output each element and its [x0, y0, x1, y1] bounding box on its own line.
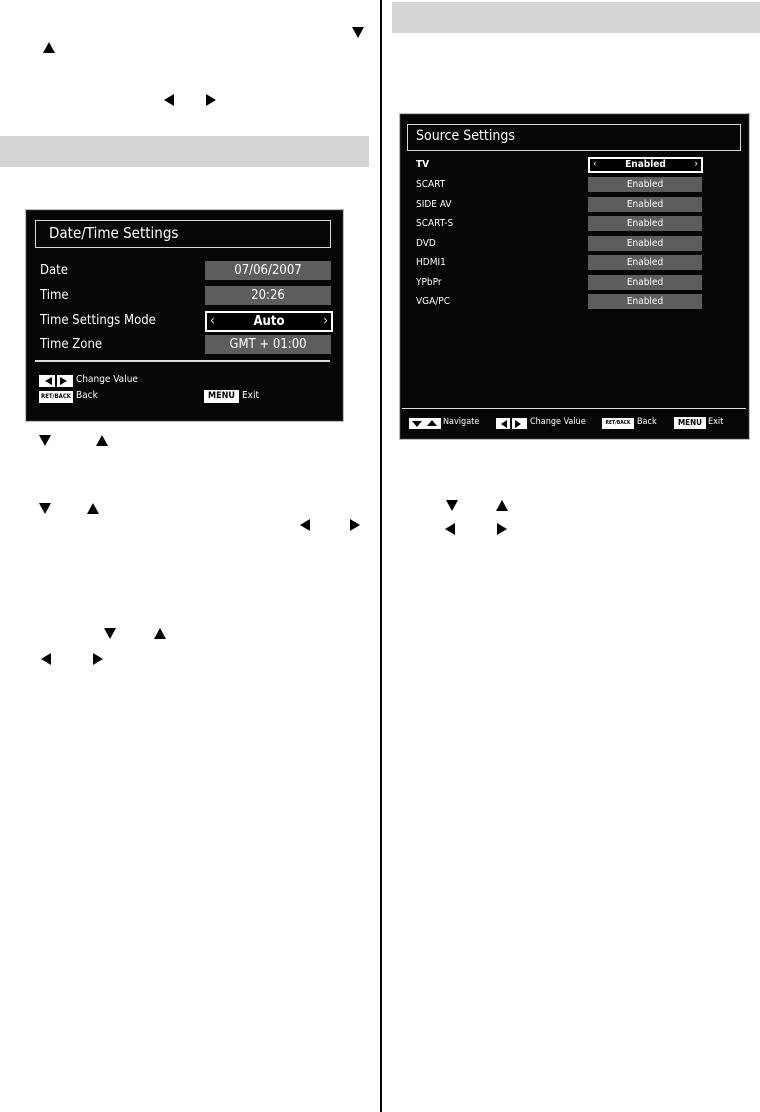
screen-title-box — [35, 220, 331, 248]
time-zone-value[interactable]: GMT + 01:00 — [205, 335, 331, 354]
chevron-right-icon[interactable]: › — [694, 158, 698, 170]
up-down-key-icon — [409, 418, 441, 429]
source-value-ypbpr[interactable]: Enabled — [588, 275, 702, 290]
menu-key: MENU — [674, 417, 706, 429]
left-arrow-icon — [300, 519, 310, 531]
down-arrow-icon — [39, 435, 51, 446]
back-legend: Back — [76, 390, 98, 401]
menu-key: MENU — [204, 390, 239, 403]
up-arrow-icon — [96, 435, 108, 446]
date-time-settings-screen — [25, 209, 344, 422]
navigate-legend: Navigate — [443, 417, 480, 427]
source-value-side-av[interactable]: Enabled — [588, 197, 702, 212]
left-right-key-icon — [39, 375, 73, 387]
left-arrow-icon — [164, 94, 174, 106]
time-settings-mode-label: Time Settings Mode — [40, 313, 156, 328]
screen-divider-line — [35, 360, 330, 362]
up-arrow-icon — [43, 42, 55, 53]
source-label-scart-s: SCART-S — [416, 218, 454, 229]
date-value[interactable]: 07/06/2007 — [205, 261, 331, 280]
change-value-legend: Change Value — [530, 417, 586, 427]
source-label-tv: TV — [416, 159, 430, 170]
left-arrow-icon — [445, 523, 455, 535]
time-settings-mode-value[interactable]: ‹ Auto › — [205, 311, 333, 332]
time-zone-label: Time Zone — [40, 337, 103, 352]
exit-legend: Exit — [242, 390, 260, 401]
source-label-side-av: SIDE AV — [416, 199, 452, 210]
screen-divider-line — [402, 408, 746, 409]
right-arrow-icon — [93, 653, 103, 665]
source-settings-screen — [399, 113, 750, 440]
source-value-dvd[interactable]: Enabled — [588, 236, 702, 251]
retback-key: RET/BACK — [39, 391, 73, 403]
right-arrow-icon — [497, 523, 507, 535]
source-value-tv[interactable]: ‹ Enabled › — [588, 157, 703, 173]
source-label-scart: SCART — [416, 179, 446, 190]
section-heading-bar — [0, 136, 369, 167]
left-right-key-icon — [496, 418, 527, 429]
source-value-scart[interactable]: Enabled — [588, 177, 702, 192]
screen-title: Date/Time Settings — [49, 224, 179, 242]
section-heading-bar — [392, 2, 760, 33]
up-arrow-icon — [154, 628, 166, 639]
source-label-dvd: DVD — [416, 238, 436, 249]
retback-key: RET/BACK — [602, 418, 634, 429]
chevron-left-icon[interactable]: ‹ — [210, 313, 215, 329]
left-arrow-icon — [41, 653, 51, 665]
time-value[interactable]: 20:26 — [205, 286, 331, 305]
source-label-hdmi1: HDMI1 — [416, 257, 446, 268]
up-arrow-icon — [87, 503, 99, 514]
down-arrow-icon — [39, 503, 51, 514]
time-label: Time — [40, 288, 69, 303]
right-arrow-icon — [350, 519, 360, 531]
up-arrow-icon — [496, 500, 508, 511]
chevron-left-icon[interactable]: ‹ — [593, 158, 597, 170]
change-value-legend: Change Value — [76, 374, 138, 385]
exit-legend: Exit — [708, 417, 724, 427]
source-value-scart-s[interactable]: Enabled — [588, 216, 702, 231]
source-label-ypbpr: YPbPr — [416, 277, 442, 288]
source-value-hdmi1[interactable]: Enabled — [588, 255, 702, 270]
back-legend: Back — [637, 417, 657, 427]
column-divider — [380, 0, 382, 1112]
date-label: Date — [40, 263, 68, 278]
down-arrow-icon — [352, 27, 364, 38]
source-value-vga-pc[interactable]: Enabled — [588, 294, 702, 309]
down-arrow-icon — [446, 500, 458, 511]
screen-title-box — [407, 124, 741, 151]
chevron-right-icon[interactable]: › — [323, 313, 328, 329]
source-label-vga-pc: VGA/PC — [416, 296, 451, 307]
down-arrow-icon — [104, 628, 116, 639]
right-arrow-icon — [206, 94, 216, 106]
screen-title: Source Settings — [416, 128, 515, 144]
